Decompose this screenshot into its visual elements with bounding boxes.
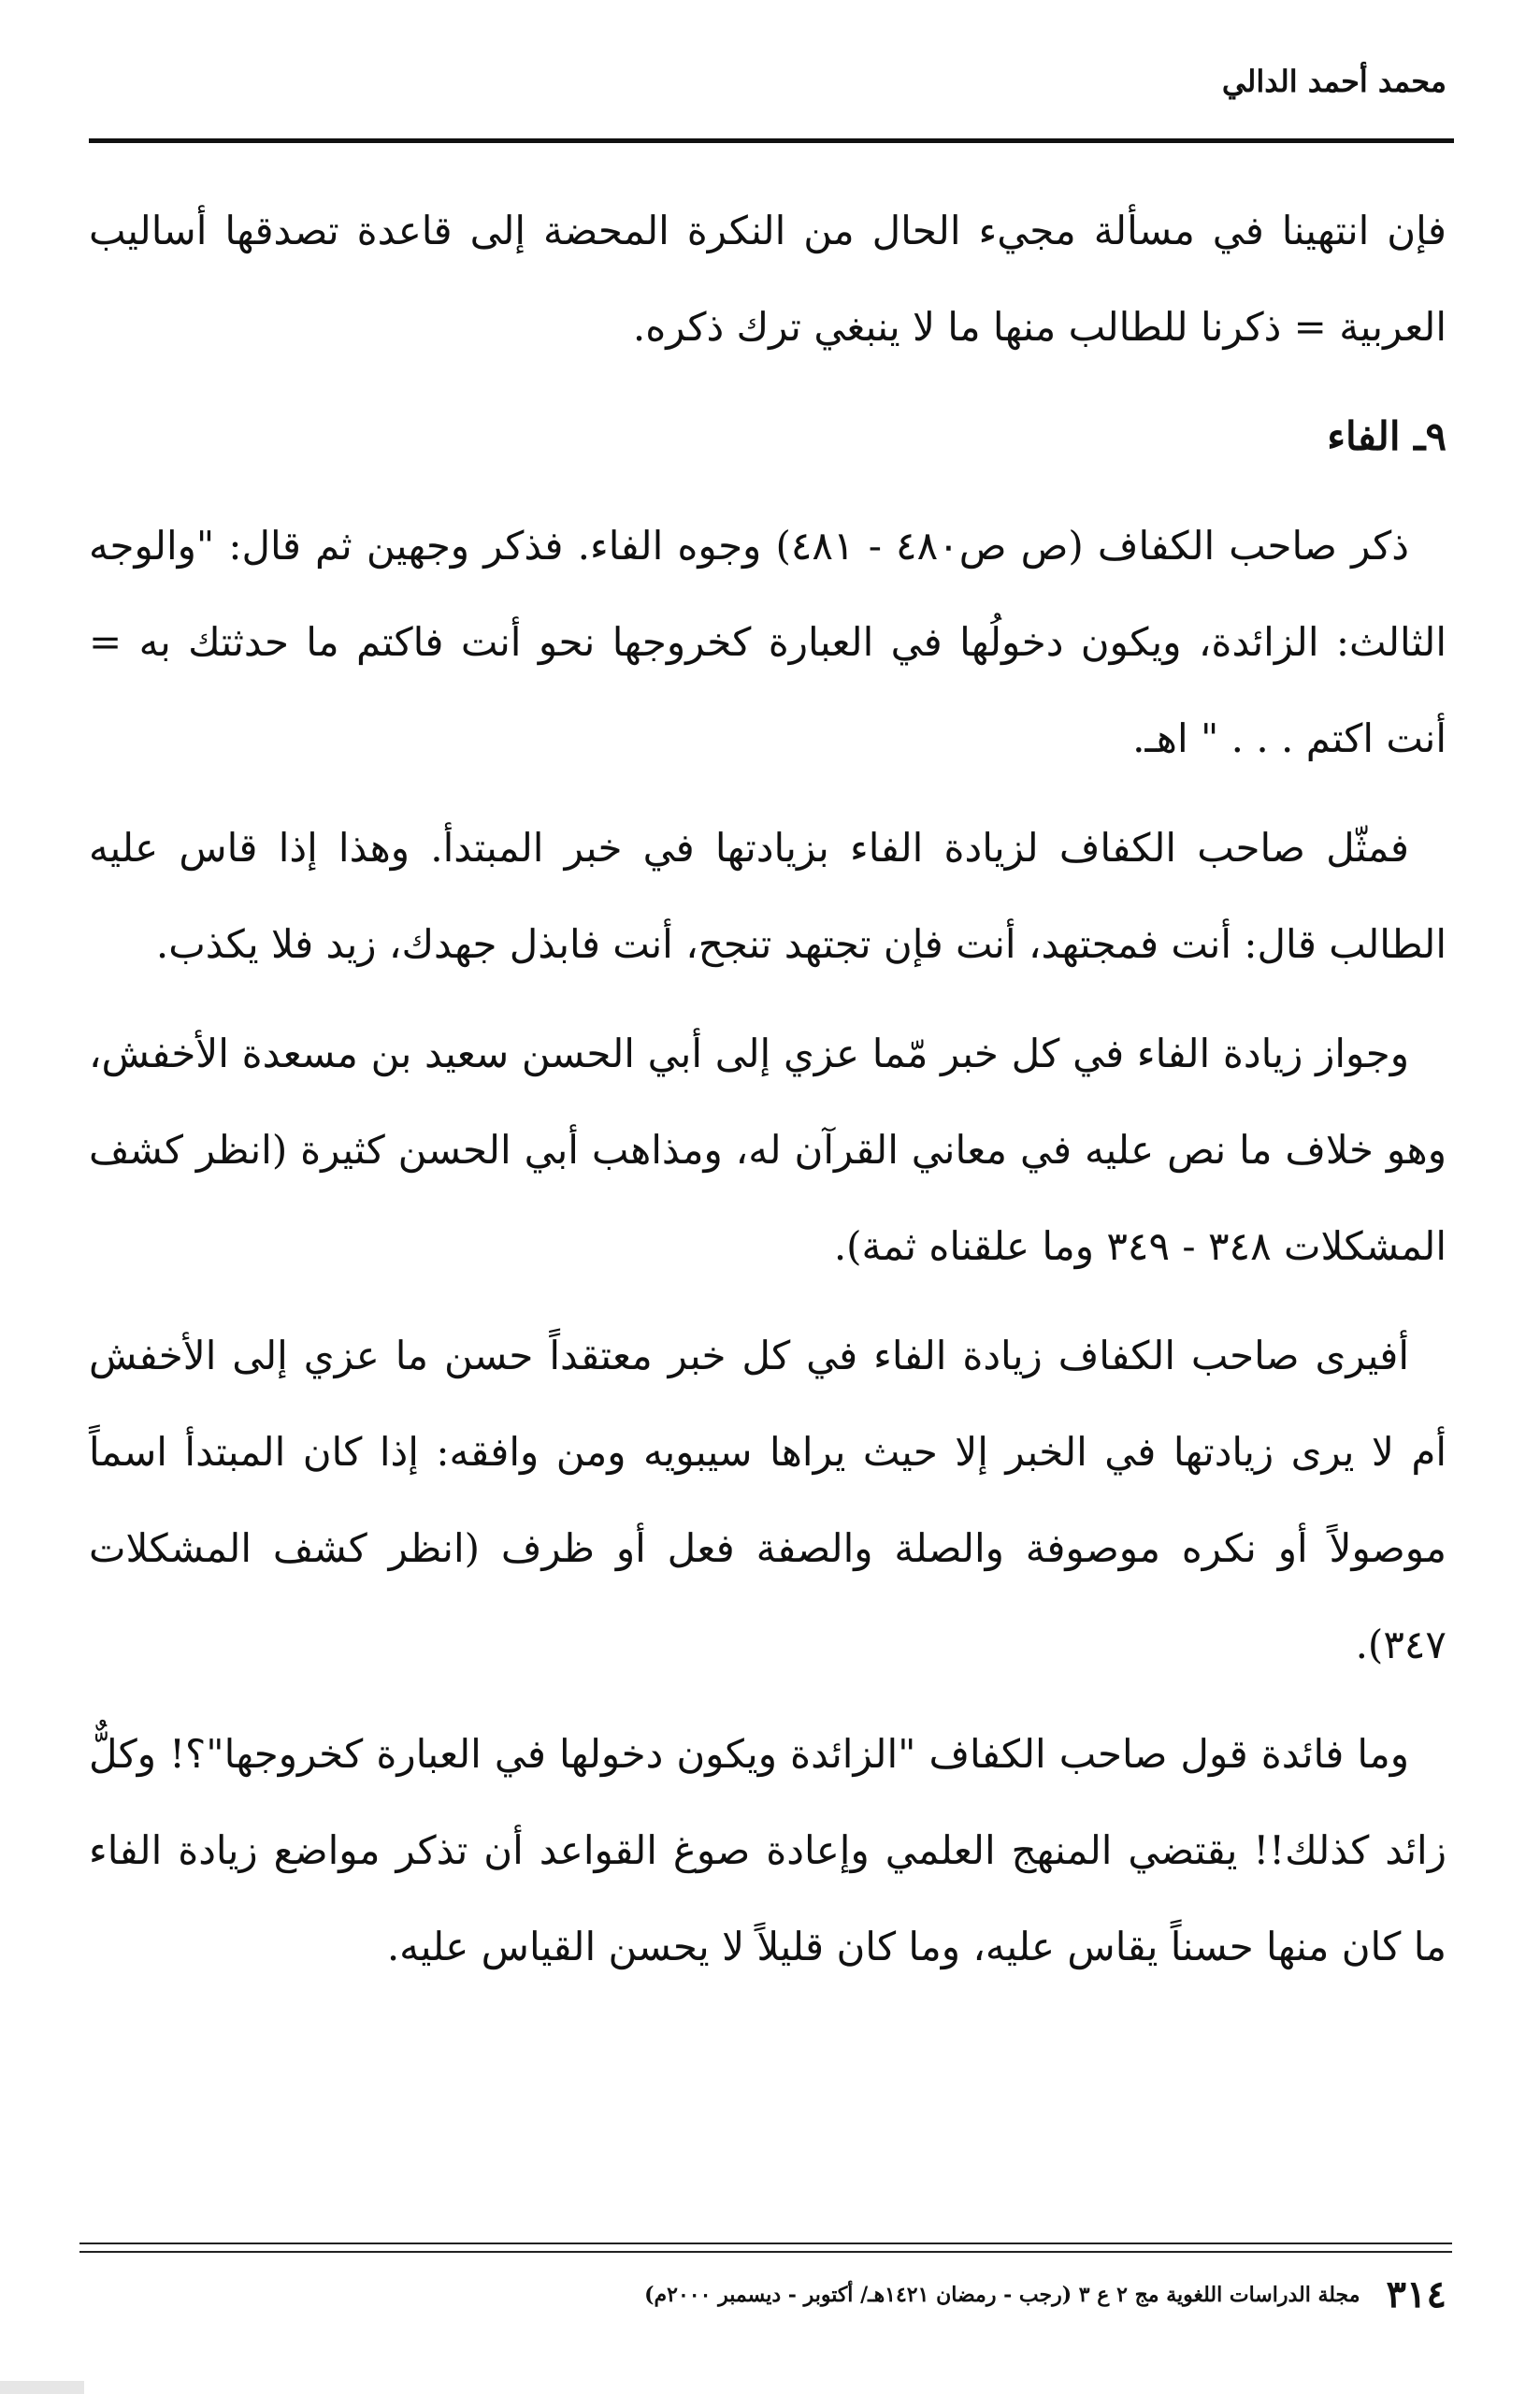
running-header-author: محمد أحمد الدالي <box>1221 64 1446 99</box>
page-number: ٣١٤ <box>1386 2272 1446 2316</box>
page-footer <box>644 2272 1446 2316</box>
header-rule <box>89 138 1454 143</box>
article-body <box>89 182 1446 2008</box>
paragraph-5: أفيرى صاحب الكفاف زيادة الفاء في كل خبر معتقداً حسن ما عزي إلى الأخفش أم لا يرى زيادتها في الخبر إلا حيث يراها سيبويه ومن وافقه: إذا كان المبتدأ اسماً موصولاً أو نكره موصوفة والصلة والصفة فعل أو ظرف (انظر كشف المشكلات ٣٤٧). <box>89 1333 1446 1667</box>
paragraph-1: فإن انتهينا في مسألة مجيء الحال من النكرة المحضة إلى قاعدة تصدقها أساليب العربية = ذكرنا للطالب منها ما لا ينبغي ترك ذكره. <box>89 208 1446 350</box>
footer-rule-top <box>79 2243 1452 2244</box>
scan-edge-mark <box>0 2381 84 2394</box>
paragraph-3: فمثّل صاحب الكفاف لزيادة الفاء بزيادتها في خبر المبتدأ. وهذا إذا قاس عليه الطالب قال: أنت فمجتهد، أنت فإن تجتهد تنجح، أنت فابذل جهدك، زيد فلا يكذب. <box>89 825 1446 967</box>
paragraph-4: وجواز زيادة الفاء في كل خبر مّما عزي إلى أبي الحسن سعيد بن مسعدة الأخفش، وهو خلاف ما نص عليه في معاني القرآن له، ومذاهب أبي الحسن كثيرة (انظر كشف المشكلات ٣٤٨ - ٣٤٩ وما علقناه ثمة). <box>89 1031 1446 1269</box>
section-heading: ٩ـ الفاء <box>1327 413 1446 459</box>
journal-citation: مجلة الدراسات اللغوية مج ٢ ع ٣ (رجب - رمضان ١٤٢١هـ/ أكتوبر - ديسمبر ٢٠٠٠م) <box>644 2282 1360 2307</box>
paragraph-6: وما فائدة قول صاحب الكفاف "الزائدة ويكون دخولها في العبارة كخروجها"؟! وكلٌّ زائد كذلك!! يقتضي المنهج العلمي وإعادة صوغ القواعد أن تذكر مواضع زيادة الفاء ما كان منها حسناً يقاس عليه، وما كان قليلاً لا يحسن القياس عليه. <box>89 1731 1446 1969</box>
footer-rule-bottom <box>79 2251 1452 2253</box>
paragraph-2: ذكر صاحب الكفاف (ص ص٤٨٠ - ٤٨١) وجوه الفاء. فذكر وجهين ثم قال: "والوجه الثالث: الزائدة، ويكون دخولُها في العبارة كخروجها نحو أنت فاكتم ما حدثتك به = أنت اكتم . . . " اهـ. <box>89 523 1446 761</box>
